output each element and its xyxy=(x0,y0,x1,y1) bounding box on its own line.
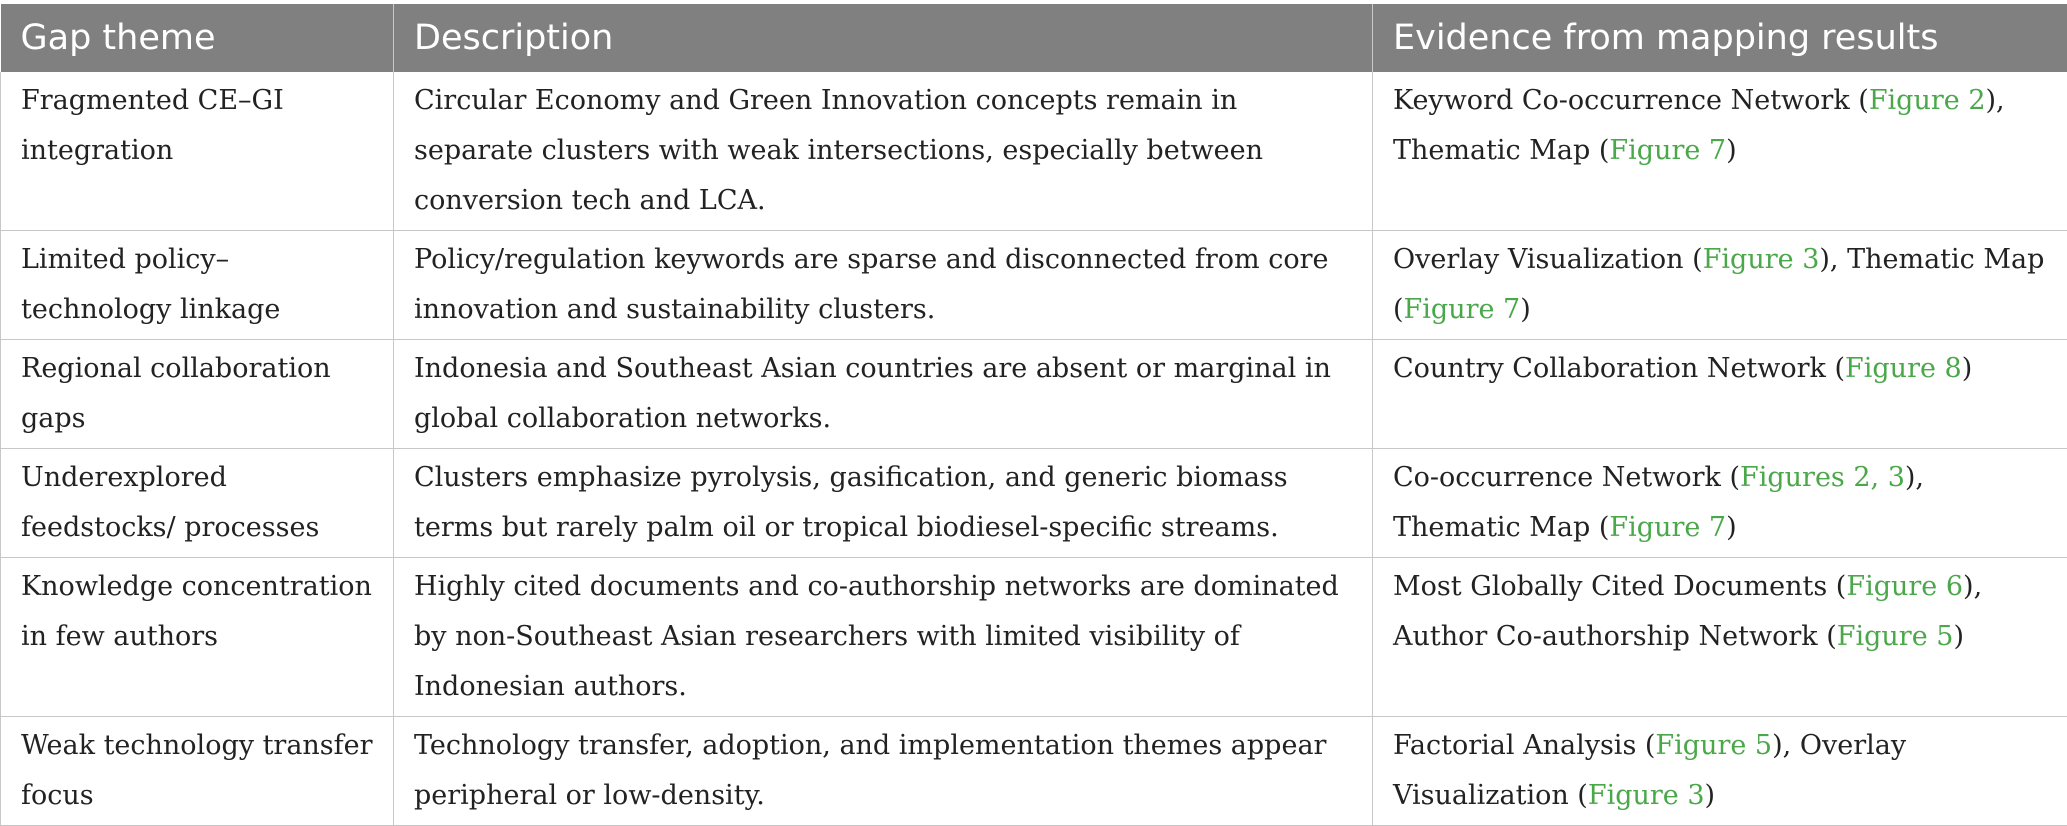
gap-table-container xyxy=(0,4,2067,826)
figure-link[interactable]: Figure 7 xyxy=(1404,294,1521,325)
table-row xyxy=(1,72,2067,231)
evidence-text: ), Thematic Map ( xyxy=(1393,85,2005,166)
evidence-text: ), Author Co-authorship Network ( xyxy=(1393,571,1982,652)
cell-gap-theme: Knowledge concentration in few authors xyxy=(1,558,394,717)
cell-evidence xyxy=(1373,72,2067,231)
figure-link[interactable]: Figure 3 xyxy=(1703,244,1820,275)
evidence-text: ), Thematic Map ( xyxy=(1393,244,2044,325)
cell-description: Indonesia and Southeast Asian countries are absent or marginal in global collaboration networks. xyxy=(394,340,1373,449)
figure-link[interactable]: Figure 5 xyxy=(1837,621,1954,652)
cell-description: Technology transfer, adoption, and implementation themes appear peripheral or low-density. xyxy=(394,717,1373,826)
figure-link[interactable]: Figure 2 xyxy=(1869,85,1986,116)
evidence-text: Overlay Visualization ( xyxy=(1393,244,1703,275)
header-evidence: Evidence from mapping results xyxy=(1373,4,2067,72)
evidence-text: ) xyxy=(1726,135,1737,166)
cell-description: Circular Economy and Green Innovation concepts remain in separate clusters with weak intersections, especially between conversion tech and LCA. xyxy=(394,72,1373,231)
header-description: Description xyxy=(394,4,1373,72)
cell-evidence xyxy=(1373,558,2067,717)
header-gap-theme: Gap theme xyxy=(1,4,394,72)
header-row xyxy=(1,4,2067,72)
evidence-text: Co-occurrence Network ( xyxy=(1393,462,1740,493)
figure-link[interactable]: Figure 7 xyxy=(1609,512,1726,543)
cell-description: Policy/regulation keywords are sparse and disconnected from core innovation and sustainability clusters. xyxy=(394,231,1373,340)
evidence-text: ) xyxy=(1953,621,1964,652)
cell-evidence xyxy=(1373,449,2067,558)
evidence-text: ) xyxy=(1726,512,1737,543)
cell-evidence xyxy=(1373,717,2067,826)
figure-link[interactable]: Figure 3 xyxy=(1588,780,1705,811)
evidence-text: Country Collaboration Network ( xyxy=(1393,353,1845,384)
evidence-text: ), Overlay Visualization ( xyxy=(1393,730,1906,811)
figure-link[interactable]: Figure 8 xyxy=(1845,353,1962,384)
evidence-text: ) xyxy=(1705,780,1716,811)
cell-gap-theme: Weak technology transfer focus xyxy=(1,717,394,826)
table-row xyxy=(1,717,2067,826)
gap-table xyxy=(0,4,2067,826)
evidence-text: ), Thematic Map ( xyxy=(1393,462,1924,543)
figure-link[interactable]: Figure 6 xyxy=(1846,571,1963,602)
table-row xyxy=(1,449,2067,558)
figure-link[interactable]: Figure 5 xyxy=(1655,730,1772,761)
table-row xyxy=(1,558,2067,717)
evidence-text: Factorial Analysis ( xyxy=(1393,730,1655,761)
cell-gap-theme: Fragmented CE–GI integration xyxy=(1,72,394,231)
table-row xyxy=(1,231,2067,340)
table-row xyxy=(1,340,2067,449)
cell-description: Highly cited documents and co-authorship networks are dominated by non-Southeast Asian researchers with limited visibility of Indonesian authors. xyxy=(394,558,1373,717)
evidence-text: ) xyxy=(1520,294,1531,325)
cell-evidence xyxy=(1373,340,2067,449)
evidence-text: Most Globally Cited Documents ( xyxy=(1393,571,1846,602)
evidence-text: Keyword Co-occurrence Network ( xyxy=(1393,85,1869,116)
figure-link[interactable]: Figure 7 xyxy=(1609,135,1726,166)
cell-gap-theme: Underexplored feedstocks/ processes xyxy=(1,449,394,558)
evidence-text: ) xyxy=(1962,353,1973,384)
cell-description: Clusters emphasize pyrolysis, gasification, and generic biomass terms but rarely palm oil or tropical biodiesel-specific streams. xyxy=(394,449,1373,558)
table-header xyxy=(1,4,2067,72)
cell-evidence xyxy=(1373,231,2067,340)
table-body xyxy=(1,72,2067,826)
figure-link[interactable]: Figures 2, 3 xyxy=(1740,462,1905,493)
cell-gap-theme: Regional collaboration gaps xyxy=(1,340,394,449)
cell-gap-theme: Limited policy–technology linkage xyxy=(1,231,394,340)
